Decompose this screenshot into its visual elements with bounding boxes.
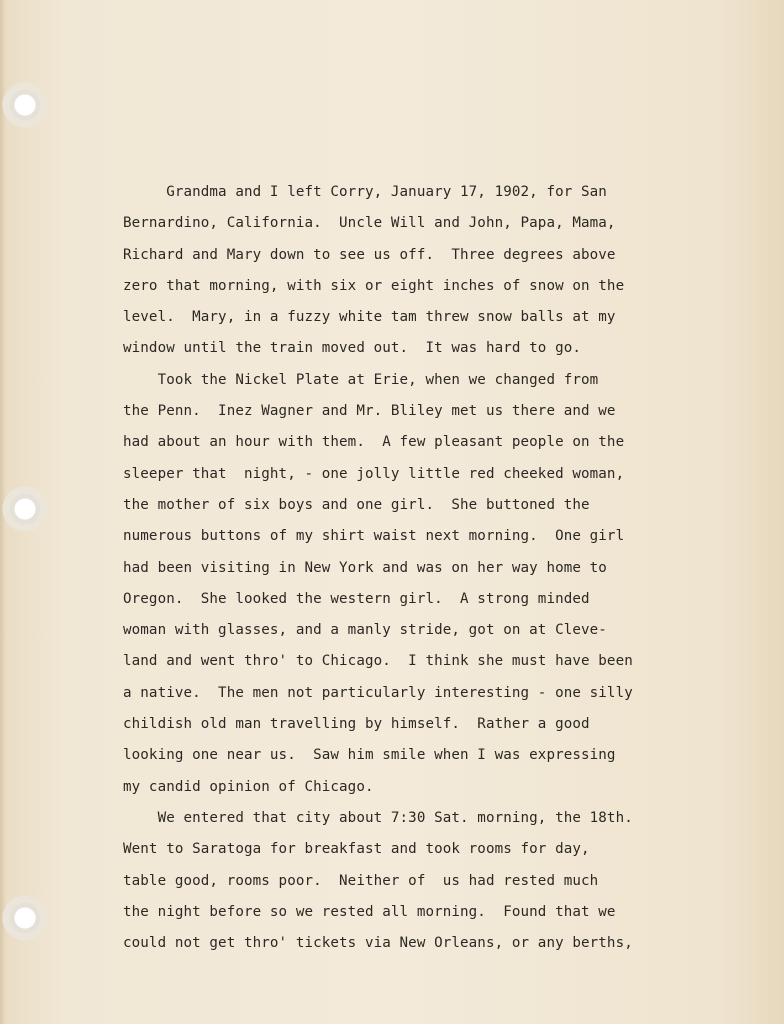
text-line: level. Mary, in a fuzzy white tam threw snow balls at my [123, 309, 616, 326]
text-line: could not get thro' tickets via New Orleans, or any berths, [123, 935, 633, 952]
text-line: Went to Saratoga for breakfast and took rooms for day, [123, 841, 590, 858]
text-line: numerous buttons of my shirt waist next morning. One girl [123, 528, 625, 545]
text-line: sleeper that night, - one jolly little red cheeked woman, [123, 465, 625, 482]
text-line: childish old man travelling by himself. Rather a good [123, 716, 590, 733]
text-line: had about an hour with them. A few pleasant people on the [123, 434, 625, 451]
text-line: had been visiting in New York and was on her way home to [123, 559, 607, 576]
text-line: my candid opinion of Chicago. [123, 778, 374, 795]
punch-hole-middle [2, 486, 48, 532]
text-line: Bernardino, California. Uncle Will and John, Papa, Mama, [123, 215, 616, 232]
text-line: We entered that city about 7:30 Sat. morning, the 18th. [123, 809, 633, 826]
text-line: zero that morning, with six or eight inches of snow on the [123, 277, 625, 294]
text-line: the night before so we rested all morning. Found that we [123, 903, 616, 920]
text-line: Grandma and I left Corry, January 17, 1902, for San [123, 184, 607, 200]
punch-hole-bottom [2, 895, 48, 941]
text-line: land and went thro' to Chicago. I think she must have been [123, 653, 633, 670]
text-line: Richard and Mary down to see us off. Three degrees above [123, 246, 616, 263]
text-line: the Penn. Inez Wagner and Mr. Bliley met us there and we [123, 403, 616, 420]
text-line: table good, rooms poor. Neither of us had rested much [123, 872, 599, 889]
text-line: woman with glasses, and a manly stride, got on at Cleve- [123, 622, 607, 639]
text-line: window until the train moved out. It was hard to go. [123, 340, 582, 357]
text-line: looking one near us. Saw him smile when I was expressing [123, 747, 616, 764]
punch-hole-top [2, 82, 48, 128]
text-line: Took the Nickel Plate at Erie, when we changed from [123, 371, 599, 388]
text-line: a native. The men not particularly interesting - one silly [123, 684, 633, 701]
text-line: the mother of six boys and one girl. She buttoned the [123, 496, 590, 513]
typed-text-body [123, 177, 723, 959]
text-line: Oregon. She looked the western girl. A strong minded [123, 590, 590, 607]
